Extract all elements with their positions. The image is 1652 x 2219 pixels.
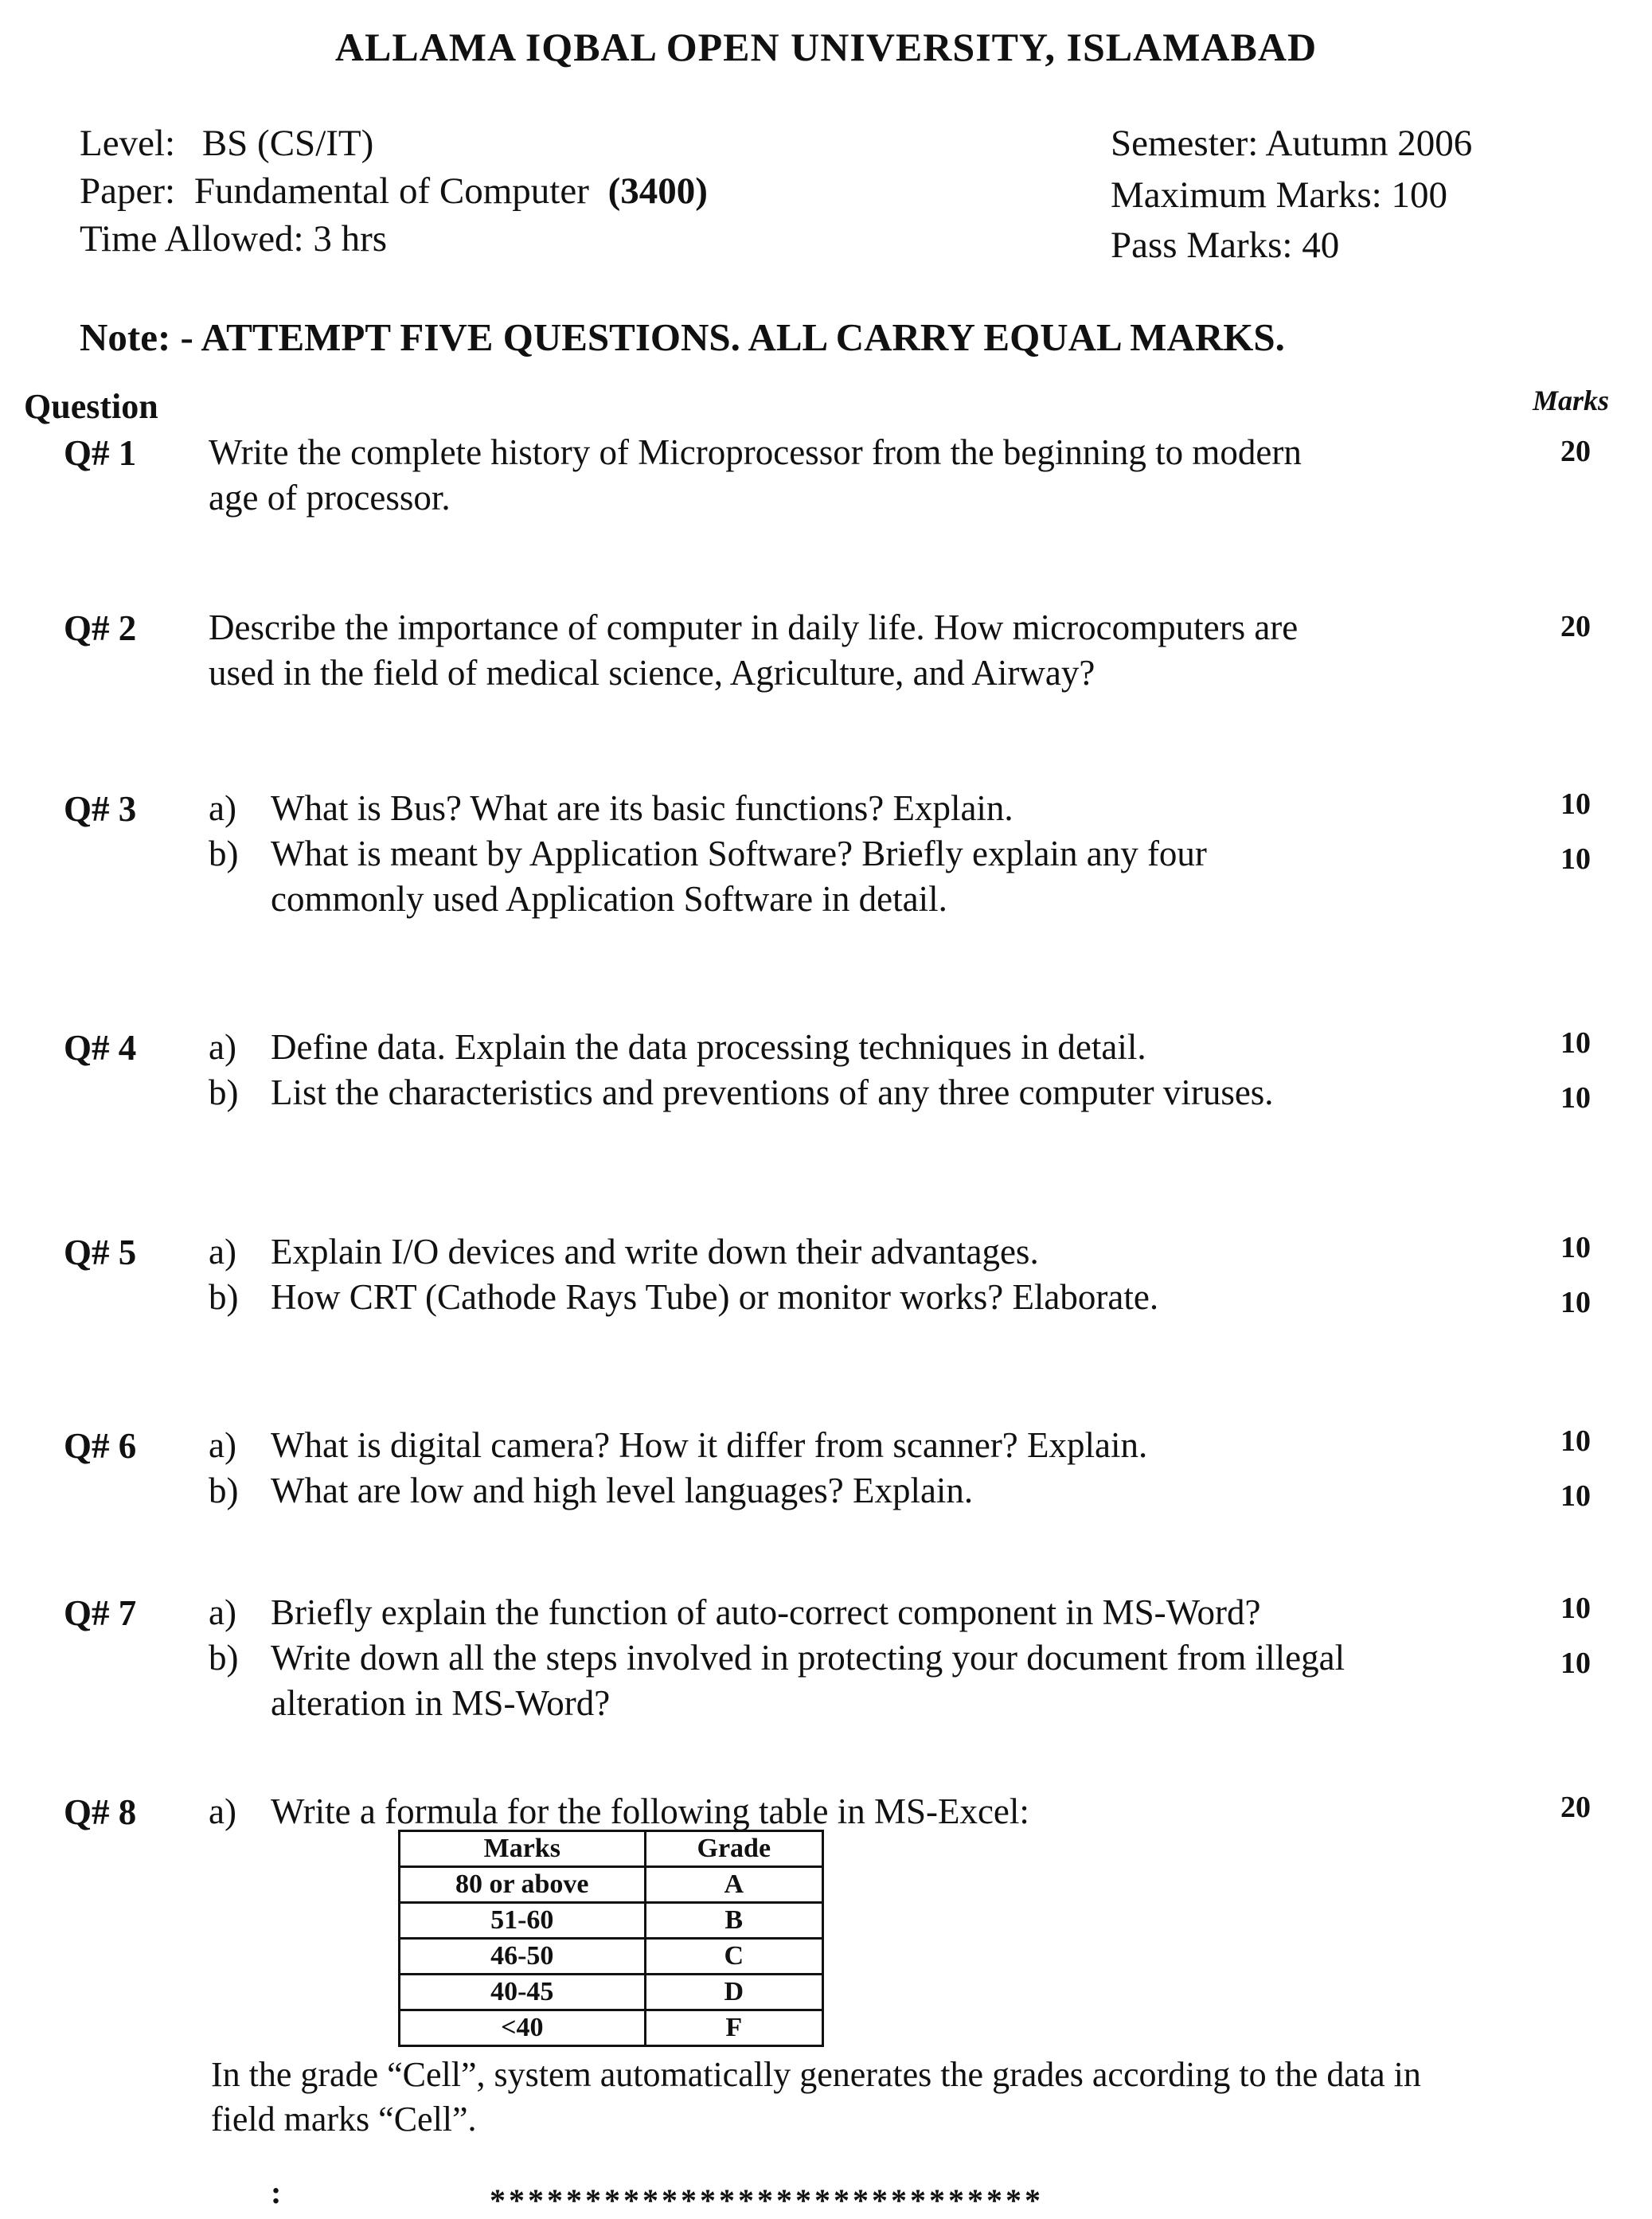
- subquestion-label: a): [209, 1425, 236, 1465]
- question-line: Write down all the steps involved in protecting your document from illegal: [271, 1638, 1345, 1678]
- subquestion-label: b): [209, 1638, 239, 1678]
- table-row: [400, 1867, 823, 1903]
- question-marks: 20: [1560, 435, 1591, 468]
- subquestion-marks: 10: [1560, 1081, 1591, 1115]
- subquestion-marks: 10: [1560, 1592, 1591, 1625]
- instructions-note: Note: - ATTEMPT FIVE QUESTIONS. ALL CARRY EQUAL MARKS.: [80, 315, 1285, 359]
- question-number: Q# 1: [64, 433, 137, 473]
- subquestion-text: [271, 1635, 1345, 1726]
- subquestion-label: a): [209, 1791, 236, 1831]
- subquestion-b: [209, 1635, 1345, 1723]
- stray-mark: :: [271, 2174, 282, 2210]
- table-header: Grade: [645, 1831, 822, 1867]
- subquestion-marks: 20: [1560, 1791, 1591, 1824]
- paper-line: [80, 167, 708, 215]
- subquestion-label: b): [209, 834, 239, 873]
- table-cell: 40-45: [400, 1975, 646, 2010]
- university-title: ALLAMA IQBAL OPEN UNIVERSITY, ISLAMABAD: [334, 25, 1318, 69]
- subquestion-label: b): [209, 1471, 239, 1510]
- subquestion-text: Write a formula for the following table in MS-Excel:: [271, 1791, 1029, 1831]
- grades-table: [398, 1830, 824, 2047]
- question-number: Q# 6: [64, 1426, 137, 1466]
- question-number: Q# 3: [64, 789, 137, 829]
- subquestion-marks: 10: [1560, 787, 1591, 821]
- subquestion-label: a): [209, 1592, 236, 1632]
- subquestion-a: [209, 1423, 1148, 1468]
- question-marks: 20: [1560, 610, 1591, 643]
- table-cell: <40: [400, 2010, 646, 2046]
- question-number: Q# 7: [64, 1593, 137, 1633]
- subquestion-text: List the characteristics and preventions of any three computer viruses.: [271, 1072, 1274, 1112]
- table-row: [400, 1975, 823, 2010]
- semester: Semester: Autumn 2006: [1111, 123, 1473, 164]
- subquestion-b: [209, 831, 1207, 919]
- question-text: [209, 430, 1302, 521]
- table-row: [400, 2010, 823, 2046]
- subquestion-text: How CRT (Cathode Rays Tube) or monitor works? Elaborate.: [271, 1277, 1159, 1317]
- subquestion-marks: 10: [1560, 1026, 1591, 1060]
- marks-column-header: Marks: [1533, 385, 1610, 416]
- subquestion-text: What is digital camera? How it differ from scanner? Explain.: [271, 1425, 1148, 1465]
- table-cell: A: [645, 1867, 822, 1903]
- question-number: Q# 5: [64, 1233, 137, 1272]
- footer-stars: *****************************: [490, 2182, 1044, 2218]
- question-line: field marks “Cell”.: [211, 2100, 477, 2139]
- question-line: What is meant by Application Software? Briefly explain any four: [271, 834, 1207, 873]
- question-line: commonly used Application Software in detail.: [271, 879, 947, 919]
- question-line: used in the field of medical science, Agriculture, and Airway?: [209, 653, 1095, 693]
- subquestion-label: a): [209, 788, 236, 828]
- table-header: Marks: [400, 1831, 646, 1867]
- level-value: BS (CS/IT): [201, 123, 374, 164]
- maximum-marks: Maximum Marks: 100: [1111, 174, 1447, 216]
- table-row: [400, 1903, 823, 1939]
- table-row: [400, 1939, 823, 1975]
- subquestion-b: [209, 1468, 974, 1514]
- subquestion-a: [209, 786, 1013, 831]
- time-allowed: Time Allowed: 3 hrs: [80, 218, 388, 260]
- table-cell: 46-50: [400, 1939, 646, 1975]
- subquestion-text: Briefly explain the function of auto-correct component in MS-Word?: [271, 1592, 1261, 1632]
- subquestion-b: [209, 1070, 1274, 1115]
- table-cell: B: [645, 1903, 822, 1939]
- paper-value: Fundamental of Computer: [193, 170, 589, 212]
- subquestion-a: [209, 1229, 1039, 1275]
- question-line: Describe the importance of computer in daily life. How microcomputers are: [209, 607, 1299, 647]
- question-text: [209, 605, 1298, 696]
- table-cell: C: [645, 1939, 822, 1975]
- table-cell: D: [645, 1975, 822, 2010]
- question-number: Q# 2: [64, 608, 137, 648]
- subquestion-text: Define data. Explain the data processing techniques in detail.: [271, 1027, 1146, 1067]
- subquestion-a: [209, 1590, 1261, 1635]
- level-line: [80, 119, 373, 167]
- table-cell: F: [645, 2010, 822, 2046]
- question-line: age of processor.: [209, 478, 451, 518]
- subquestion-label: b): [209, 1277, 239, 1317]
- subquestion-b: [209, 1275, 1159, 1320]
- table-cell: 80 or above: [400, 1867, 646, 1903]
- pass-marks: Pass Marks: 40: [1111, 225, 1340, 266]
- paper-label: Paper:: [80, 170, 176, 212]
- subquestion-marks: 10: [1560, 842, 1591, 876]
- subquestion-text: What is Bus? What are its basic functions? Explain.: [271, 788, 1013, 828]
- subquestion-label: a): [209, 1027, 236, 1067]
- subquestion-marks: 10: [1560, 1424, 1591, 1458]
- question-line: In the grade “Cell”, system automatically generates the grades according to the data in: [211, 2055, 1421, 2094]
- question-line: Write the complete history of Microprocessor from the beginning to modern: [209, 432, 1302, 472]
- subquestion-text: Explain I/O devices and write down their advantages.: [271, 1232, 1039, 1272]
- subquestion-marks: 10: [1560, 1286, 1591, 1319]
- question-8-explanation: [211, 2053, 1421, 2142]
- subquestion-label: a): [209, 1232, 236, 1272]
- subquestion-marks: 10: [1560, 1231, 1591, 1264]
- question-number: Q# 4: [64, 1028, 137, 1068]
- subquestion-a: [209, 1025, 1146, 1070]
- subquestion-a: [209, 1789, 1029, 1834]
- subquestion-label: b): [209, 1072, 239, 1112]
- subquestion-marks: 10: [1560, 1479, 1591, 1513]
- question-number: Q# 8: [64, 1792, 137, 1832]
- level-label: Level:: [80, 123, 176, 164]
- table-cell: 51-60: [400, 1903, 646, 1939]
- subquestion-text: What are low and high level languages? Explain.: [271, 1471, 974, 1510]
- question-line: alteration in MS-Word?: [271, 1683, 611, 1723]
- subquestion-text: [271, 831, 1207, 922]
- paper-code: (3400): [607, 170, 708, 212]
- table-header-row: [400, 1831, 823, 1867]
- subquestion-marks: 10: [1560, 1647, 1591, 1680]
- question-column-header: Question: [24, 387, 158, 426]
